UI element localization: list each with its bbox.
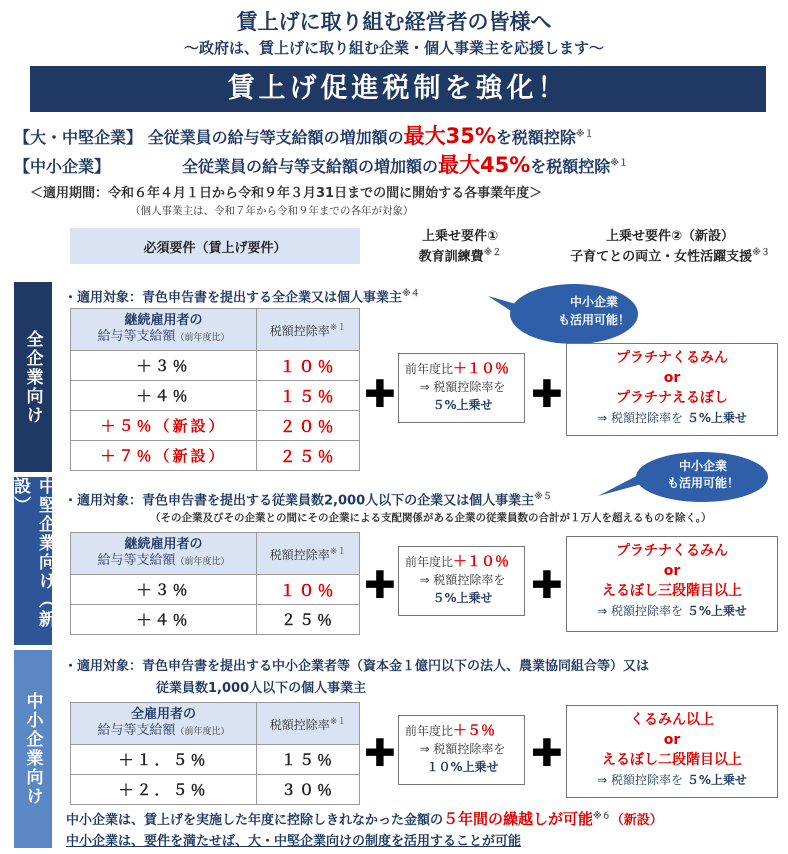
- rate-cell: １０％: [257, 351, 360, 381]
- table-header-wage-a: 継続雇用者の: [124, 537, 203, 552]
- table-header-wage-b: 給与等支給額: [97, 329, 176, 344]
- table-header-wage-c: （前年度比）: [175, 333, 230, 343]
- summary-sme-text: 全従業員の給与等支給額の増加額の: [182, 157, 439, 176]
- table-header-rate-text: 税額控除率: [269, 548, 330, 562]
- table-header-wage: [71, 533, 257, 575]
- rate-cell: １５％: [257, 745, 360, 775]
- plus-icon: ✚: [364, 372, 396, 416]
- increase-cell: ＋５％（新設）: [71, 411, 257, 441]
- increase-cell: ＋１．５％: [71, 745, 257, 775]
- footer-eligibility: 中小企業は、要件を満たせば、大・中堅企業向けの制度を活用することが可能: [66, 834, 522, 849]
- women-line4b: ５%上乗せ: [686, 411, 747, 425]
- increase-cell: ＋３％: [71, 575, 257, 605]
- footer-line1-text: 中小企業は、賃上げを実施した年度に控除しきれなかった金額の: [66, 813, 444, 828]
- rate-cell: ２５％: [257, 441, 360, 471]
- summary-large: [14, 120, 594, 150]
- summary-large-text: 全従業員の給与等支給額の増加額の: [147, 128, 404, 147]
- summary-sme: [14, 149, 628, 179]
- edu-box-all: [398, 353, 525, 423]
- summary-sme-note: ※１: [610, 158, 629, 169]
- summary-large-note: ※１: [575, 129, 594, 140]
- rate-cell: ２０％: [257, 411, 360, 441]
- table-row: [71, 381, 360, 411]
- target-all: [64, 286, 420, 305]
- women-line4: ⇒ 税額控除率を: [597, 773, 683, 787]
- women-line4b: ５%上乗せ: [686, 604, 747, 618]
- edu-line2: ⇒ 税額控除率を: [419, 573, 506, 587]
- table-row: [71, 441, 360, 471]
- footer-line1-red: ５年間の繰越しが可能: [443, 810, 594, 828]
- increase-cell: ＋４％: [71, 381, 257, 411]
- women-box-mid: [566, 536, 778, 632]
- extra1-header-line1: 上乗せ要件①: [421, 229, 498, 244]
- table-header-wage-b: 給与等支給額: [97, 553, 176, 568]
- plus-icon: ✚: [531, 563, 563, 607]
- table-header-rate: [257, 703, 360, 745]
- women-line3: プラチナえるぼし: [616, 390, 728, 406]
- table-row: [71, 351, 360, 381]
- table-row: [71, 411, 360, 441]
- requirement-table-all: [70, 308, 360, 471]
- edu-line3: ５%上乗せ: [432, 398, 493, 412]
- table-header-rate-note: ※１: [329, 323, 347, 333]
- edu-line1-red: ＋５％: [453, 723, 496, 739]
- callout-mid-line2: も活用可能！: [666, 476, 739, 490]
- application-period-note: （個人事業主は、令和７年から令和９年までの各年が対象）: [130, 205, 414, 217]
- women-line4: ⇒ 税額控除率を: [597, 411, 683, 425]
- table-header-rate-text: 税額控除率: [269, 718, 330, 732]
- footer-line1-note: ※６: [593, 811, 611, 822]
- table-row: [71, 575, 360, 605]
- headline-banner: 賃上げ促進税制を強化！: [30, 66, 766, 112]
- rate-cell: １５％: [257, 381, 360, 411]
- women-line4: ⇒ 税額控除率を: [597, 604, 683, 618]
- women-line1: プラチナくるみん: [616, 350, 728, 366]
- table-header-wage-c: （前年度比）: [175, 727, 230, 737]
- extra1-header: [390, 228, 530, 265]
- women-box-all: [566, 343, 778, 436]
- target-all-note: ※４: [402, 289, 420, 299]
- page-subtitle: ～政府は、賃上げに取り組む企業・個人事業主を応援します～: [183, 39, 604, 57]
- plus-icon: ✚: [364, 731, 396, 775]
- women-line2: or: [663, 563, 681, 579]
- increase-cell: ＋７％（新設）: [71, 441, 257, 471]
- table-row: [71, 745, 360, 775]
- women-line2: or: [663, 370, 681, 386]
- table-row: [71, 605, 360, 635]
- requirement-table-sme: [70, 702, 360, 805]
- table-header-rate: [257, 309, 360, 351]
- extra2-header-line2: 子育てとの両立・女性活躍支援: [570, 249, 753, 265]
- footer-carryover: [66, 808, 663, 829]
- rate-cell: ２５％: [257, 605, 360, 635]
- target-mid-sub: （その企業及びその企業との間にその企業による支配関係がある企業の従業員数の合計が１万人を超えるものを除く。）: [150, 512, 712, 524]
- increase-cell: ＋２．５％: [71, 775, 257, 805]
- table-header-wage: [71, 703, 257, 745]
- callout-all-tail: [488, 296, 522, 318]
- target-sme-line2: 従業員数1,000人以下の個人事業主: [156, 681, 367, 696]
- table-header-wage-a: 全雇用者の: [130, 707, 196, 722]
- table-row: [71, 775, 360, 805]
- women-line3: えるぼし三段階目以上: [602, 583, 742, 599]
- requirement-table-mid: [70, 532, 360, 635]
- page-title: 賃上げに取り組む経営者の皆様へ: [236, 10, 552, 34]
- table-header-wage-b: 給与等支給額: [97, 723, 176, 738]
- plus-icon: ✚: [531, 372, 563, 416]
- target-mid-note: ※５: [534, 492, 552, 502]
- edu-line3: ５%上乗せ: [432, 591, 493, 605]
- edu-line2: ⇒ 税額控除率を: [419, 380, 506, 394]
- plus-icon: ✚: [364, 563, 396, 607]
- required-header: 必須要件（賃上げ要件）: [70, 228, 360, 264]
- footer-line1-new: （新設）: [610, 813, 663, 828]
- callout-mid-line1: 中小企業: [678, 459, 727, 473]
- women-box-sme: [566, 705, 778, 798]
- application-period: ＜適用期間：令和６年４月１日から令和９年３月31日までの間に開始する各事業年度＞: [30, 186, 543, 201]
- rate-cell: １０％: [257, 575, 360, 605]
- extra1-header-line2: 教育訓練費: [418, 249, 484, 265]
- table-header-wage: [71, 309, 257, 351]
- callout-all-line1: 中小企業: [569, 295, 618, 309]
- edu-box-sme: [398, 715, 525, 785]
- increase-cell: ＋３％: [71, 351, 257, 381]
- women-line4b: ５%上乗せ: [686, 773, 747, 787]
- edu-line1: 前年度比: [405, 724, 454, 738]
- extra1-header-note: ※２: [483, 248, 502, 258]
- extra2-header-note: ※３: [752, 248, 770, 258]
- table-header-wage-c: （前年度比）: [175, 557, 230, 567]
- women-line3: えるぼし二段階目以上: [602, 752, 742, 768]
- edu-line3: １０%上乗せ: [426, 760, 499, 774]
- callout-all-line2: も活用可能！: [557, 313, 630, 327]
- side-label-all: 全企業向け: [14, 282, 52, 472]
- callout-all-text: [530, 293, 658, 329]
- table-header-wage-a: 継続雇用者の: [124, 313, 203, 328]
- summary-large-max: 最大35%: [403, 124, 496, 148]
- summary-sme-tag: 【中小企業】: [14, 157, 111, 176]
- table-header-rate-note: ※１: [329, 547, 347, 557]
- extra2-header-line1: 上乗せ要件②（新設）: [605, 229, 734, 244]
- edu-line2: ⇒ 税額控除率を: [419, 742, 506, 756]
- target-mid-text: ・適用対象：青色申告書を提出する従業員数2,000人以下の企業又は個人事業主: [64, 493, 535, 509]
- summary-sme-max: 最大45%: [438, 153, 531, 177]
- table-header-rate-text: 税額控除率: [269, 324, 330, 338]
- target-all-text: ・適用対象：青色申告書を提出する全企業又は個人事業主: [64, 290, 403, 306]
- increase-cell: ＋４％: [71, 605, 257, 635]
- edu-line1-red: ＋１０％: [453, 361, 510, 377]
- edu-box-mid: [398, 546, 525, 616]
- summary-large-suffix: を税額控除: [495, 128, 576, 147]
- table-header-rate-note: ※１: [329, 717, 347, 727]
- women-line2: or: [663, 732, 681, 748]
- rate-cell: ３０％: [257, 775, 360, 805]
- women-line1: プラチナくるみん: [616, 543, 728, 559]
- women-line1: くるみん以上: [630, 712, 714, 728]
- extra2-header: [552, 228, 788, 265]
- target-mid: [64, 489, 552, 508]
- edu-line1-red: ＋１０％: [453, 554, 510, 570]
- summary-large-tag: 【大・中堅企業】: [14, 128, 143, 147]
- plus-icon: ✚: [531, 731, 563, 775]
- table-header-rate: [257, 533, 360, 575]
- side-label-sme: 中小企業向け: [14, 650, 52, 848]
- callout-mid-text: [638, 458, 768, 492]
- side-label-mid: 中堅企業向け（新設）: [14, 477, 52, 645]
- edu-line1: 前年度比: [405, 555, 454, 569]
- summary-sme-suffix: を税額控除: [530, 157, 611, 176]
- edu-line1: 前年度比: [405, 362, 454, 376]
- target-sme: ・適用対象：青色申告書を提出する中小企業者等（資本金１億円以下の法人、農業協同組合等）又は: [64, 659, 650, 674]
